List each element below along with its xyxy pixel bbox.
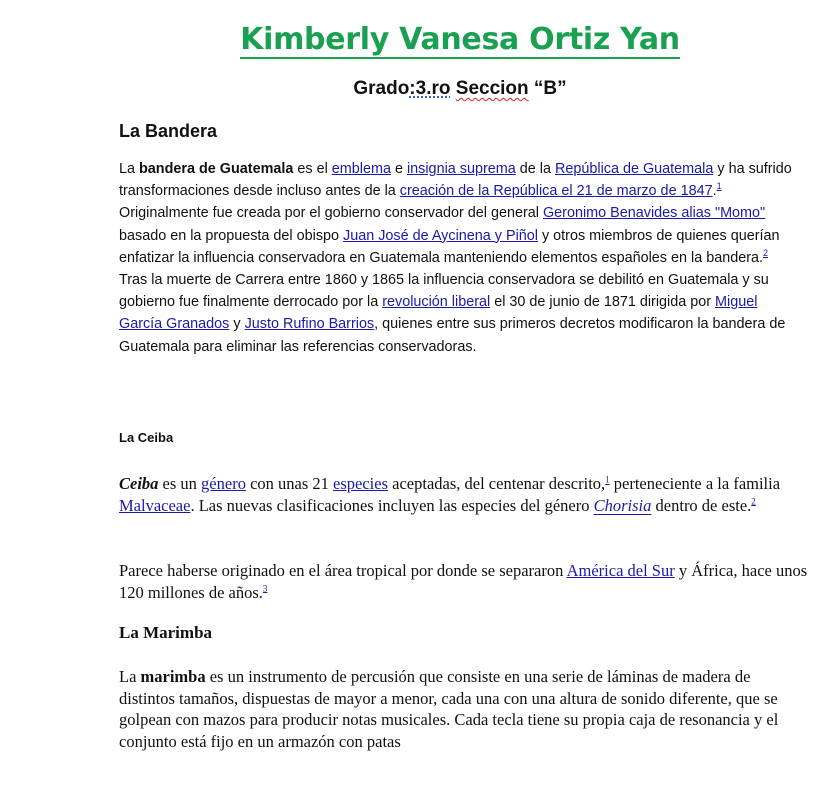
link-chorisia[interactable]: Chorisia [593, 495, 652, 515]
grado-value: :3.ro [409, 78, 451, 99]
paragraph-bandera [119, 158, 799, 358]
link-especies[interactable]: especies [333, 474, 389, 493]
footnote-link-2[interactable]: 2 [763, 248, 769, 259]
grade-section-line [0, 78, 835, 100]
text: La [119, 161, 140, 177]
heading-marimba: La Marimba [119, 623, 213, 642]
link-genero[interactable]: género [201, 474, 246, 493]
text: perteneciente a la familia [609, 474, 781, 493]
text: aceptadas, del centenar descrito, [388, 474, 606, 493]
text: es el [293, 161, 332, 177]
title-text: Kimberly Vanesa Ortiz Yan [240, 22, 680, 57]
text: con unas 21 [245, 474, 334, 493]
paragraph-ceiba [119, 473, 809, 516]
seccion-label: Seccion [455, 78, 529, 99]
bold-italic-text: Ceiba [119, 474, 159, 493]
text: y [229, 316, 245, 333]
seccion-value: “B” [533, 78, 567, 99]
text: . [712, 183, 717, 200]
text: dentro de este. [651, 495, 752, 515]
grado-label: Grado [353, 78, 410, 99]
heading-bandera: La Bandera [119, 121, 218, 141]
text: y ha sufrido transformaciones desde incluso antes de la [119, 161, 792, 200]
link-republica-de-guatemala[interactable]: República de Guatemala [554, 161, 714, 177]
link-justo-rufino-barrios[interactable]: Justo Rufino Barrios [244, 316, 375, 333]
link-malvaceae[interactable]: Malvaceae [119, 495, 191, 515]
text: La [119, 667, 141, 686]
bold-text: marimba [140, 667, 206, 686]
footnote-link-1[interactable]: 1 [605, 474, 610, 485]
text: e [390, 161, 407, 177]
document-title [0, 22, 835, 57]
footnote-link-1[interactable]: 1 [716, 181, 722, 192]
link-creacion-republica[interactable]: creación de la República el 21 de marzo de 1847 [399, 183, 713, 200]
paragraph-ceiba-origin [119, 560, 809, 603]
link-emblema[interactable]: emblema [331, 161, 391, 177]
text: el 30 de junio de 1871 dirigida por [490, 294, 716, 311]
text: basado en la propuesta del obispo [119, 227, 344, 244]
footnote-link-2[interactable]: 2 [751, 496, 756, 506]
text: Originalmente fue creada por el gobierno conservador del general [119, 205, 543, 222]
heading-ceiba: La Ceiba [119, 430, 174, 445]
text: y África, hace unos 120 millones de años. [119, 561, 808, 602]
link-geronimo-benavides[interactable]: Geronimo Benavides alias "Momo" [542, 205, 766, 222]
text: , quienes entre sus primeros decretos modificaron la bandera de Guatemala para eliminar las referencias conservadoras. [119, 316, 786, 355]
link-juan-jose-de-aycinena[interactable]: Juan José de Aycinena y Piñol [343, 227, 538, 244]
text: . Las nuevas clasificaciones incluyen las especies del género [190, 495, 594, 515]
text: de la [515, 161, 555, 177]
link-america-del-sur[interactable]: América del Sur [566, 561, 675, 580]
bold-text: bandera de Guatemala [139, 161, 294, 177]
text: y otros miembros de quienes querían enfatizar la influencia conservadora en Guatemala manteniendo elementos españoles en la bandera. [119, 227, 780, 266]
footnote-link-3[interactable]: 3 [262, 583, 268, 593]
text: Parece haberse originado en el área tropical por donde se separaron [119, 561, 567, 580]
paragraph-marimba [119, 666, 809, 752]
link-revolucion-liberal[interactable]: revolución liberal [382, 294, 491, 311]
text: es un [158, 474, 202, 493]
text: es un instrumento de percusión que consiste en una serie de láminas de madera de distintos tamaños, dispuestas de mayor a menor, cada una con una altura de sonido diferente, que se golpean con mazos para producir notas musicales. Cada tecla tiene su propia caja de resonancia y el conjunto está fijo en un armazón con patas [119, 667, 779, 751]
link-miguel-garcia-granados[interactable]: Miguel García Granados [119, 294, 758, 333]
link-insignia-suprema[interactable]: insignia suprema [406, 161, 516, 177]
text: Tras la muerte de Carrera entre 1860 y 1865 la influencia conservadora se debilitó en Guatemala y su gobierno fue finalmente derrocado por la [119, 272, 769, 311]
